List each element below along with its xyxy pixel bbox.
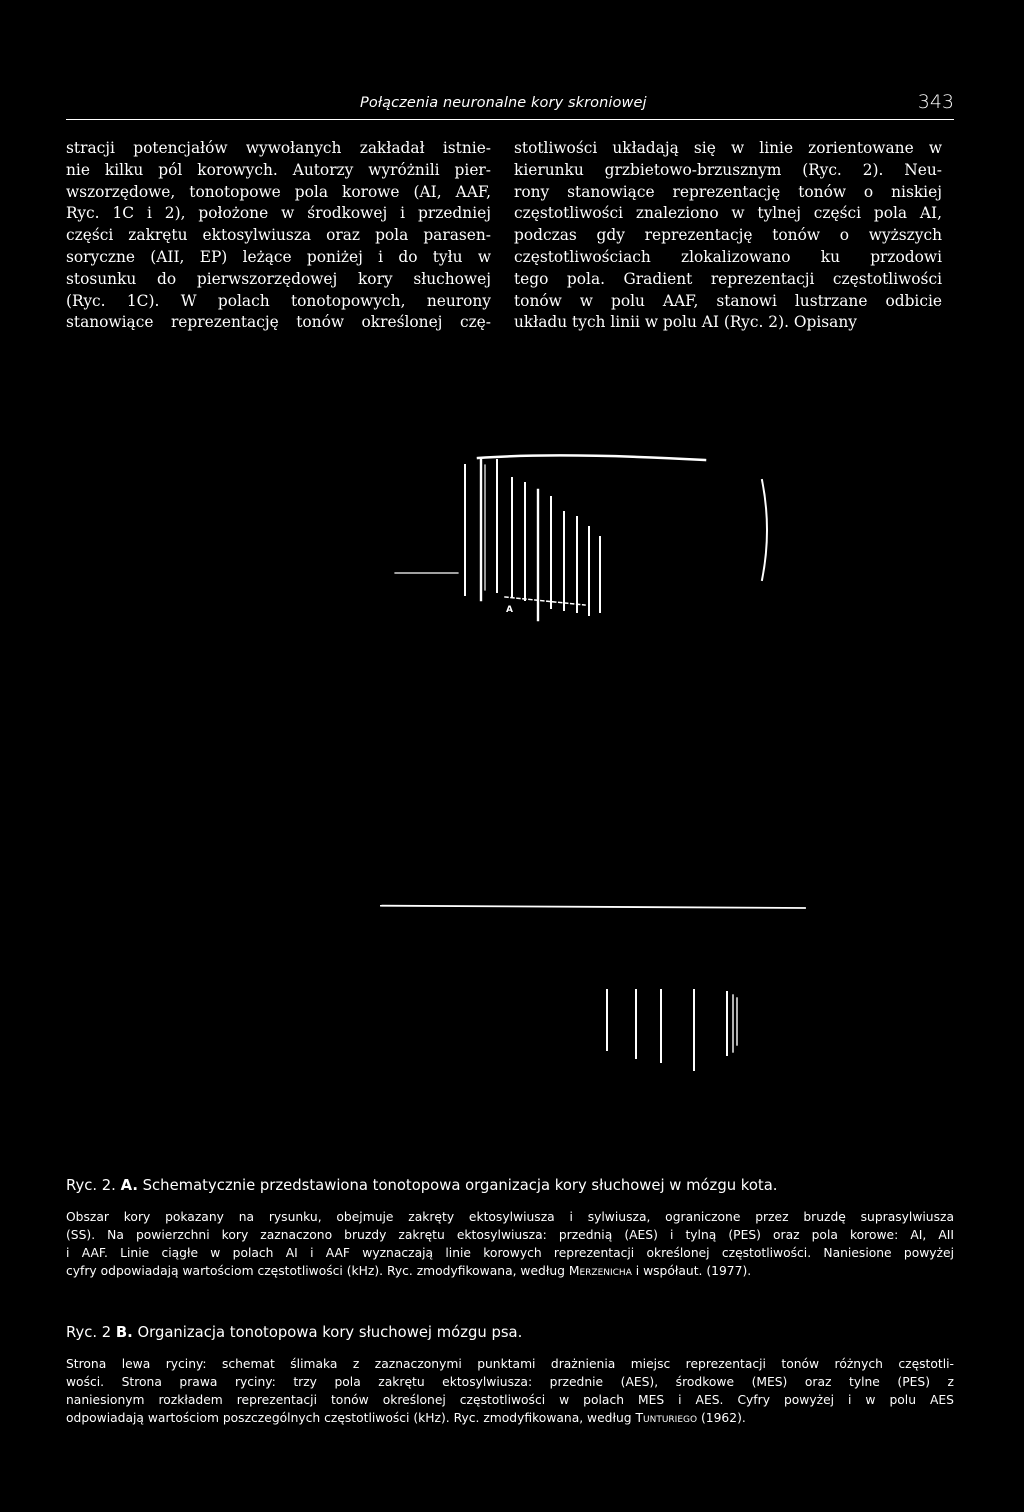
caption-line: naniesionym rozkładem reprezentacji tonów określonej częstotliwości w polach MES i AES. Cyfry powyżej i w polu AES (66, 1393, 954, 1407)
text-line: częstotliwościach zlokalizowano ku przodowi (514, 247, 942, 266)
page-header (66, 93, 954, 120)
text-line: soryczne (AII, EP) leżące poniżej i do tyłu w (66, 247, 491, 266)
caption-title-text: Schematycznie przedstawiona tonotopowa organizacja kory słuchowej w mózgu kota. (137, 1177, 778, 1194)
caption-2a-title (66, 1176, 954, 1196)
text-line: podczas gdy reprezentację tonów o wyższych (514, 226, 942, 245)
text-line: części zakrętu ektosylwiusza oraz pola parasen- (66, 226, 491, 245)
caption-prefix: Ryc. 2 (66, 1324, 116, 1341)
text-line: układu tych linii w polu AI (Ryc. 2). Opisany (514, 313, 857, 332)
caption-letter: B. (115, 1324, 133, 1341)
page-number: 343 (917, 91, 954, 113)
caption-2b-title (66, 1323, 954, 1343)
figure-label-a: A (506, 605, 513, 615)
caption-letter: A. (120, 1177, 138, 1194)
caption-2b (66, 1323, 954, 1427)
text-line: stotliwości układają się w linie zorientowane w (514, 139, 942, 157)
caption-line (66, 1262, 954, 1280)
text-line: stosunku do pierwszorzędowej kory słuchowej (66, 269, 491, 288)
text-line: stanowiące reprezentację tonów określonej czę- (66, 313, 491, 332)
figure-2 (380, 430, 810, 1130)
text-line: kierunku grzbietowo-brzusznym (Ryc. 2). Neu- (514, 160, 942, 179)
text-line: nie kilku pól korowych. Autorzy wyróżnili pier- (66, 160, 491, 179)
caption-line: i AAF. Linie ciągłe w polach AI i AAF wyznaczają linie korowych reprezentacji określonej częstotliwości. Naniesione powyżej (66, 1246, 954, 1260)
caption-line: Strona lewa ryciny: schemat ślimaka z zaznaczonymi punktami drażnienia miejsc reprezentacji tonów różnych częstotli- (66, 1357, 954, 1371)
text-line: tonów w polu AAF, stanowi lustrzane odbicie (514, 291, 942, 310)
caption-line-text: cyfry odpowiadają wartościom częstotliwości (kHz). Ryc. zmodyfikowana, według (66, 1264, 569, 1278)
text-line: (Ryc. 1C). W polach tonotopowych, neurony (66, 291, 491, 310)
text-line: wszorzędowe, tonotopowe pola korowe (AI, AAF, (66, 182, 491, 201)
caption-2a-text (66, 1208, 954, 1280)
caption-line: (SS). Na powierzchni kory zaznaczono bruzdy zakrętu ektosylwiusza: przednią (AES) i tylną (PES) oraz pola korowe: AI, AII (66, 1228, 954, 1242)
text-line: częstotliwości znaleziono w tylnej części pola AI, (514, 204, 942, 223)
caption-line-text: odpowiadają wartościom poszczególnych częstotliwości (kHz). Ryc. zmodyfikowana, według (66, 1411, 636, 1425)
field-dotted-boundary (505, 597, 585, 605)
caption-2a (66, 1176, 954, 1280)
field-right-border (762, 480, 767, 580)
caption-author: Merzenicha (568, 1264, 632, 1278)
caption-prefix: Ryc. 2. (66, 1177, 121, 1194)
caption-2b-text (66, 1355, 954, 1427)
caption-title-text: Organizacja tonotopowa kory słuchowej mózgu psa. (132, 1324, 523, 1341)
text-line: Ryc. 1C i 2), położone w środkowej i przedniej (66, 204, 491, 223)
caption-author: Tunturiego (635, 1411, 698, 1425)
text-line: stracji potencjałów wywołanych zakładał istnie- (66, 139, 491, 157)
body-left-column (66, 138, 491, 334)
running-title: Połączenia neuronalne kory skroniowej (360, 95, 647, 111)
caption-line (66, 1409, 954, 1427)
text-line: rony stanowiące reprezentację tonów o niskiej (514, 182, 942, 201)
text-line: tego pola. Gradient reprezentacji częstotliwości (514, 269, 942, 288)
caption-tail: i współaut. (1977). (631, 1264, 752, 1278)
caption-tail: (1962). (697, 1411, 746, 1425)
caption-line: wości. Strona prawa ryciny: trzy pola zakrętu ektosylwiusza: przednie (AES), środkowe (MES) oraz tylne (PES) z (66, 1375, 954, 1389)
figure-top-border (478, 455, 705, 460)
figure-2-drawing (380, 430, 810, 1130)
caption-line: Obszar kory pokazany na rysunku, obejmuje zakręty ektosylwiusza i sylwiusza, ograniczone przez bruzdę suprasylwiusza (66, 1210, 954, 1224)
body-right-column (514, 138, 942, 334)
figure-separator (380, 905, 805, 908)
